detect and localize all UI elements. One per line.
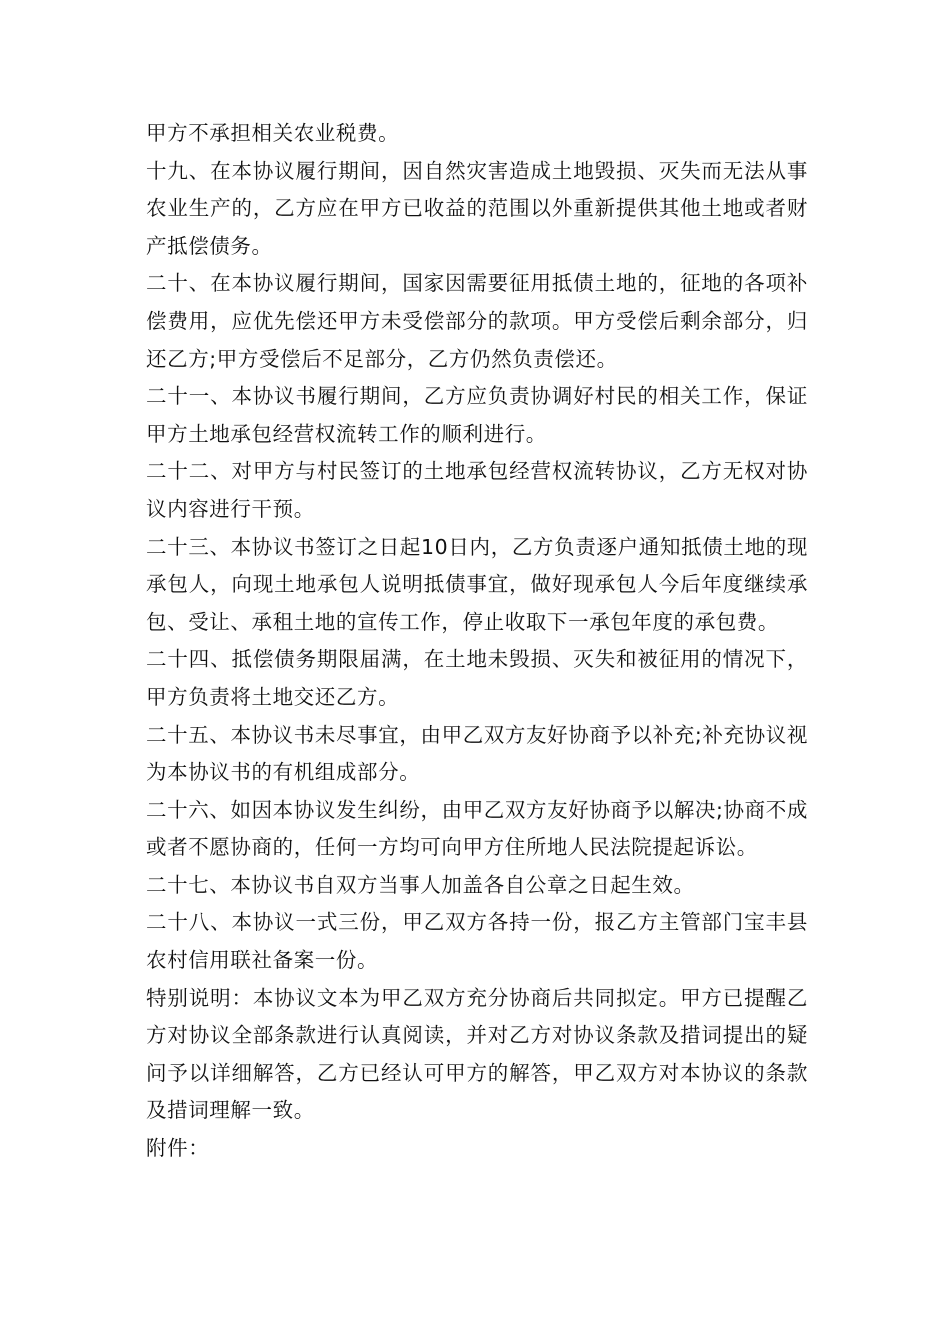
paragraph-special-note: 特别说明：本协议文本为甲乙双方充分协商后共同拟定。甲方已提醒乙方对协议全部条款进行认真阅读，并对乙方对协议条款及措词提出的疑问予以详细解答，乙方已经认可甲方的解答，甲乙双方对本协议的条款及措词理解一致。 (146, 985, 808, 1123)
paragraph-clause-25: 二十五、本协议书未尽事宜，由甲乙双方友好协商予以补充;补充协议视为本协议书的有机组成部分。 (146, 722, 808, 785)
paragraph-clause-19: 十九、在本协议履行期间，因自然灾害造成土地毁损、灭失而无法从事农业生产的，乙方应在甲方已收益的范围以外重新提供其他土地或者财产抵偿债务。 (146, 158, 808, 258)
paragraph-clause-22: 二十二、对甲方与村民签订的土地承包经营权流转协议，乙方无权对协议内容进行干预。 (146, 459, 808, 521)
paragraph-clause-23: 二十三、本协议书签订之日起10日内，乙方负责逐户通知抵债土地的现承包人，向现土地承包人说明抵债事宜，做好现承包人今后年度继续承包、受让、承租土地的宣传工作，停止收取下一承包年度的承包费。 (146, 534, 808, 634)
paragraph-clause-24: 二十四、抵偿债务期限届满，在土地未毁损、灭失和被征用的情况下，甲方负责将土地交还乙方。 (146, 647, 808, 709)
paragraph-clause-28: 二十八、本协议一式三份，甲乙双方各持一份，报乙方主管部门宝丰县农村信用联社备案一份。 (146, 910, 808, 973)
agreement-body-text (146, 115, 808, 1168)
paragraph-clause-20: 二十、在本协议履行期间，国家因需要征用抵债土地的，征地的各项补偿费用，应优先偿还甲方未受偿部分的款项。甲方受偿后剩余部分，归还乙方;甲方受偿后不足部分，乙方仍然负责偿还。 (146, 271, 808, 371)
paragraph-attachment-label: 附件： (146, 1136, 210, 1161)
paragraph-clause-26: 二十六、如因本协议发生纠纷，由甲乙双方友好协商予以解决;协商不成或者不愿协商的，任何一方均可向甲方住所地人民法院提起诉讼。 (146, 797, 808, 860)
paragraph-clause-21: 二十一、本协议书履行期间，乙方应负责协调好村民的相关工作，保证甲方土地承包经营权流转工作的顺利进行。 (146, 384, 808, 446)
paragraph-clause-27: 二十七、本协议书自双方当事人加盖各自公章之日起生效。 (146, 872, 695, 897)
paragraph-tax-clause: 甲方不承担相关农业税费。 (146, 121, 400, 145)
